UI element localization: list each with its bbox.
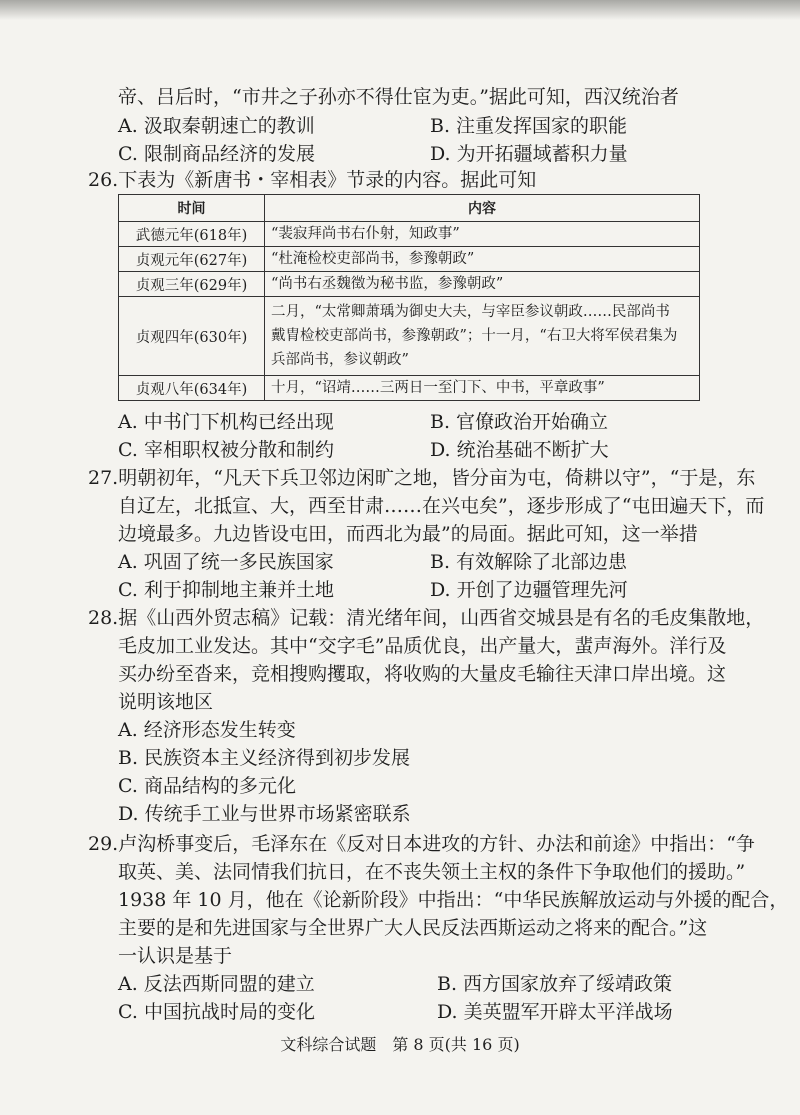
table-cell-time: 贞观元年(627年): [119, 247, 265, 272]
q29-stem-line: 一认识是基于: [118, 945, 233, 967]
q28-number: 28.: [88, 607, 119, 629]
q29-number: 29.: [88, 833, 119, 855]
table-header-content: 内容: [265, 195, 700, 222]
q26-option-a[interactable]: A. 中书门下机构已经出现: [118, 411, 334, 433]
table-row: [119, 376, 700, 401]
q26-option-d[interactable]: D. 统治基础不断扩大: [430, 439, 609, 461]
q29-stem-text: 卢沟桥事变后，毛泽东在《反对日本进攻的方针、办法和前途》中指出：“争: [118, 833, 755, 855]
q27-option-c[interactable]: C. 利于抑制地主兼并土地: [118, 579, 334, 601]
table-row: [119, 222, 700, 247]
table-cell-content: “尚书右丞魏徵为秘书监，参豫朝政”: [265, 272, 700, 297]
table-cell-time: 贞观三年(629年): [119, 272, 265, 297]
q28-option-b[interactable]: B. 民族资本主义经济得到初步发展: [118, 747, 411, 769]
table-cell-content: “杜淹检校吏部尚书，参豫朝政”: [265, 247, 700, 272]
q25-option-c[interactable]: C. 限制商品经济的发展: [118, 143, 315, 165]
q25-option-d[interactable]: D. 为开拓疆域蓄积力量: [430, 143, 628, 165]
table-cell-content-line: 兵部尚书，参议朝政”: [271, 352, 409, 368]
table-row: [119, 272, 700, 297]
q29-stem-line: [88, 830, 755, 858]
q28-option-c[interactable]: C. 商品结构的多元化: [118, 775, 296, 797]
q28-option-d[interactable]: D. 传统手工业与世界市场紧密联系: [118, 803, 411, 825]
table-cell-time: 贞观八年(634年): [119, 376, 265, 401]
q27-number: 27.: [88, 467, 119, 489]
q25-option-b[interactable]: B. 注重发挥国家的职能: [430, 115, 628, 137]
q25-stem: 帝、吕后时，“市井之子孙亦不得仕宦为吏。”据此可知，西汉统治者: [118, 86, 679, 108]
table-cell-content-line: 戴胄检校吏部尚书，参豫朝政”；十一月，“右卫大将军侯君集为: [271, 328, 678, 344]
q28-stem-text: 据《山西外贸志稿》记载：清光绪年间，山西省交城县是有名的毛皮集散地，: [118, 607, 765, 629]
table-cell-content: [265, 297, 700, 376]
q29-option-c[interactable]: C. 中国抗战时局的变化: [118, 1001, 315, 1023]
q29-option-a[interactable]: A. 反法西斯同盟的建立: [118, 973, 315, 995]
q27-option-a[interactable]: A. 巩固了统一多民族国家: [118, 551, 334, 573]
q27-stem-line: 自辽左，北抵宣、大，西至甘肃……在兴屯矣”，逐步形成了“屯田遍天下，而: [118, 495, 765, 517]
q29-stem-line: 取英、美、法同情我们抗日，在不丧失领土主权的条件下争取他们的援助。”: [118, 861, 746, 883]
table-cell-content: “裴寂拜尚书右仆射，知政事”: [265, 222, 700, 247]
q27-option-b[interactable]: B. 有效解除了北部边患: [430, 551, 628, 573]
q26-option-b[interactable]: B. 官僚政治开始确立: [430, 411, 609, 433]
table-header-time: 时间: [119, 195, 265, 222]
table-row: [119, 297, 700, 376]
q29-stem-line: 主要的是和先进国家与全世界广大人民反法西斯运动之将来的配合。”这: [118, 917, 708, 939]
q26-stem: [88, 166, 536, 194]
q28-option-a[interactable]: A. 经济形态发生转变: [118, 719, 296, 741]
q29-option-b[interactable]: B. 西方国家放弃了绥靖政策: [437, 973, 673, 995]
table-cell-content-line: 二月，“太常卿萧瑀为御史大夫，与宰臣参议朝政……民部尚书: [271, 304, 670, 320]
table-row: [119, 247, 700, 272]
q29-option-d[interactable]: D. 美英盟军开辟太平洋战场: [437, 1001, 673, 1023]
q27-stem-text: 明朝初年，“凡天下兵卫邻边闲旷之地，皆分亩为屯，倚耕以守”，“于是，东: [118, 467, 756, 489]
q28-stem-line: 毛皮加工业发达。其中“交字毛”品质优良，出产量大，蜚声海外。洋行及: [118, 635, 727, 657]
table-cell-time: 贞观四年(630年): [119, 297, 265, 376]
q27-stem-line: [88, 464, 755, 492]
q26-number: 26.: [88, 169, 119, 191]
q27-option-d[interactable]: D. 开创了边疆管理先河: [430, 579, 628, 601]
table-cell-content: 十月，“诏靖……三两日一至门下、中书，平章政事”: [265, 376, 700, 401]
q27-stem-line: 边境最多。九边皆设屯田，而西北为最”的局面。据此可知，这一举措: [118, 523, 698, 545]
page-footer: 文科综合试题 第 8 页(共 16 页): [280, 1035, 520, 1054]
table-header-row: [119, 195, 700, 222]
q28-stem-line: [88, 604, 764, 632]
q25-option-a[interactable]: A. 汲取秦朝速亡的教训: [118, 115, 315, 137]
q26-stem-text: 下表为《新唐书・宰相表》节录的内容。据此可知: [118, 169, 537, 191]
q26-option-c[interactable]: C. 宰相职权被分散和制约: [118, 439, 334, 461]
table-cell-time: 武德元年(618年): [119, 222, 265, 247]
q28-stem-line: 买办纷至沓来，竞相搜购攫取，将收购的大量皮毛输往天津口岸出境。这: [118, 663, 727, 685]
q28-stem-line: 说明该地区: [118, 691, 214, 713]
q26-table: [118, 194, 700, 401]
q29-stem-line: 1938 年 10 月，他在《论新阶段》中指出：“中华民族解放运动与外援的配合，: [118, 889, 789, 911]
